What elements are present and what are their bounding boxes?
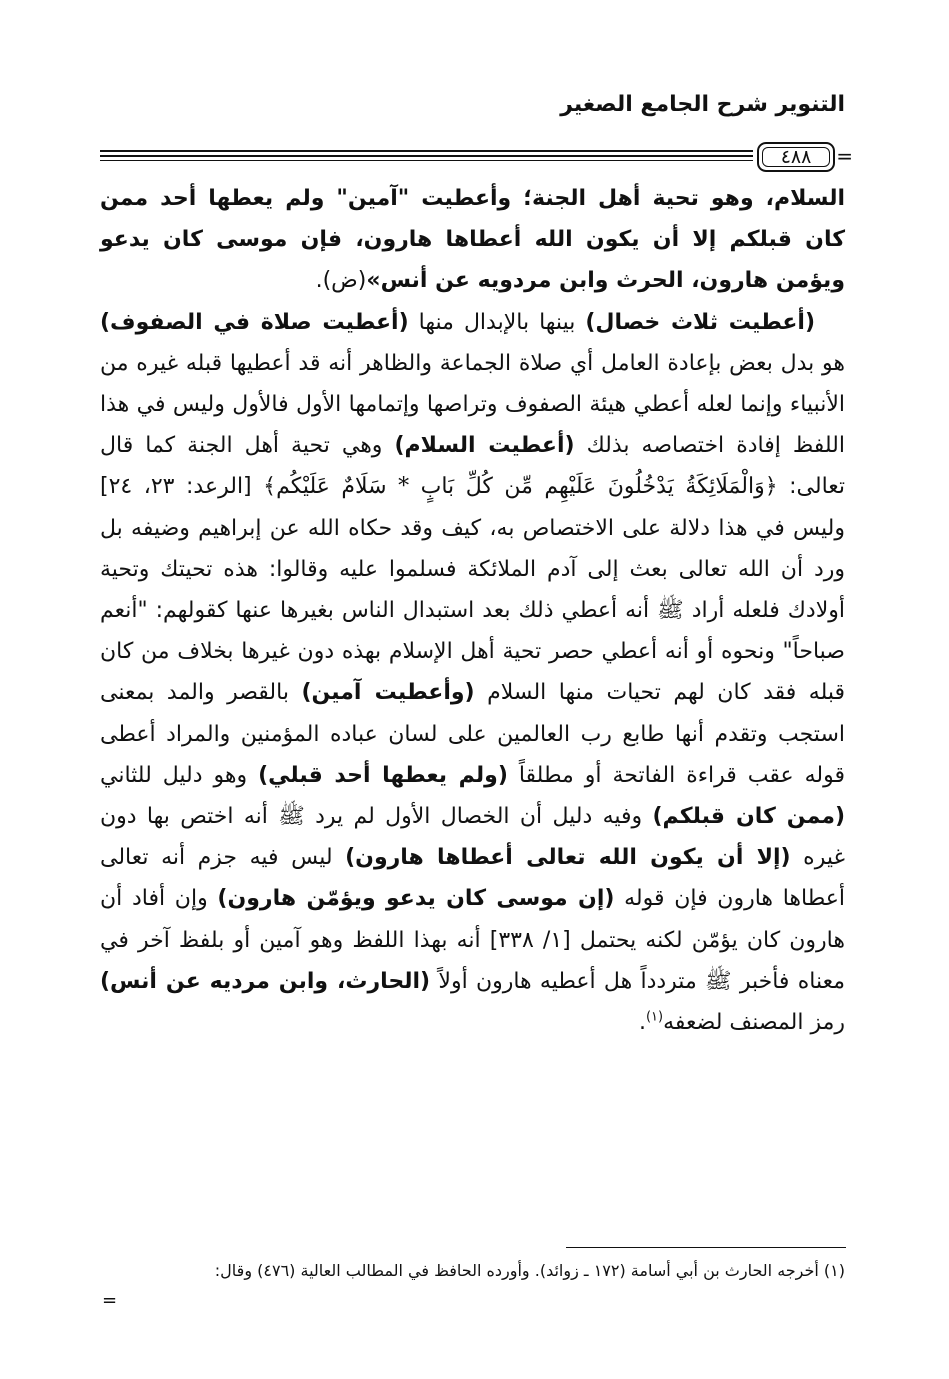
hadith-quote: (أعطيت السلام) xyxy=(394,433,575,459)
header-continuation-mark: = xyxy=(836,144,853,168)
footnote-continuation-mark: = xyxy=(102,1290,118,1311)
commentary-text: وهي تحية أهل الجنة كما قال تعالى: xyxy=(100,433,846,500)
hadith-quote: (إن موسى كان يدعو ويؤمّن هارون) xyxy=(217,886,615,912)
commentary-text: [الرعد: ٢٣، ٢٤] وليس في هذا دلالة على الاختصاص به، كيف وقد حكاه الله عن إبراهيم وضيفه بل ورد أن الله تعالى بعث إلى آدم الملائكة فسلموا عليه وقالوا: هذه تحيتك وتحية أولادك فلعله أراد ﷺ أنه أعطي ذلك بعد استبدال الناس بغيرها عنها كقولهم: "أنعم صباحاً" ونحوه أو أنه أعطي حصر تحية أهل الإسلام بهذه دون غيرها بخلاف من كان قبله فقد كان لهم تحيات منها السلام xyxy=(100,474,846,706)
source-code: (ض). xyxy=(315,268,367,294)
page-number: ٤٨٨ xyxy=(780,146,812,168)
header-rule-line xyxy=(100,150,753,152)
page-number-frame xyxy=(757,142,835,172)
hadith-quote: (أعطيت ثلاث خصال) xyxy=(585,309,816,335)
quran-verse: ﴿وَالْمَلَائِكَةُ يَدْخُلُونَ عَلَيْهِم مِّن كُلِّ بَابٍ * سَلَامٌ عَلَيْكُم﴾ xyxy=(263,474,778,500)
footnote-1: (١) أخرجه الحارث بن أبي أسامة (١٧٢ ـ زوائد). وأورده الحافظ في المطالب العالية (٤٧٦) وقال: xyxy=(214,1261,845,1280)
running-title: التنوير شرح الجامع الصغير xyxy=(560,92,845,117)
header-rule-line xyxy=(100,155,753,157)
hadith-text: السلام، وهو تحية أهل الجنة؛ وأعطيت "آمين" ولم يعطها أحد ممن كان قبلكم إلا أن يكون الله أعطاها هارون، فإن موسى كان يدعو ويؤمن هارون، الحرث وابن مردويه عن أنس» xyxy=(100,186,845,294)
commentary-paragraph xyxy=(100,302,845,1044)
main-text xyxy=(100,178,845,1043)
commentary-text: بالقصر والمد بمعنى استجب وتقدم أنها طابع رب العالمين على لسان عباده المؤمنين والمراد أعطى قوله عقب قراءة الفاتحة أو مطلقاً xyxy=(100,680,845,788)
commentary-text: هو بدل بعض بإعادة العامل أي صلاة الجماعة والظاهر أنه قد أعطيها قبله غيره من الأنبياء وإنما لعله أعطي هيئة الصفوف وتراصها وإتمامها الأول فالأول وليس في هذا اللفظ إفادة اختصاصه بذلك xyxy=(100,350,845,459)
footnote-separator xyxy=(566,1247,846,1248)
footnote-reference[interactable]: (١) xyxy=(645,1009,664,1025)
commentary-text: رمز المصنف لضعفه xyxy=(663,1010,845,1036)
commentary-text: بينها بالإبدال منها xyxy=(408,309,586,335)
commentary-text: . xyxy=(638,1010,646,1036)
hadith-quote: (ممن كان قبلكم) xyxy=(652,804,846,830)
hadith-quote: (إلا أن يكون الله تعالى أعطاها هارون) xyxy=(345,845,791,871)
paragraph-continued xyxy=(100,178,845,302)
hadith-quote: (أعطيت صلاة في الصفوف) xyxy=(100,309,409,335)
hadith-quote: (الحارث، وابن مرديه عن أنس) xyxy=(100,968,431,994)
header-rule-line xyxy=(100,160,753,161)
commentary-text: ليس فيه جزم أنه تعالى أعطاها هارون فإن قوله xyxy=(100,845,846,912)
hadith-quote: (ولم يعطها أحد قبلي) xyxy=(258,762,508,788)
commentary-text: وهو دليل للثاني xyxy=(100,762,259,788)
header-rule xyxy=(100,142,853,182)
commentary-text: وإن أفاد أن هارون كان يؤمّن لكنه يحتمل [١/ ٣٣٨] أنه بهذا اللفظ وهو آمين أو بلفظ آخر في معناه فأخبر ﷺ متردداً هل أعطيه هارون أولاً xyxy=(100,886,845,994)
commentary-text: وفيه دليل أن الخصال الأول لم يرد ﷺ أنه اختص بها دون غيره xyxy=(100,804,845,871)
hadith-quote: (وأعطيت آمين) xyxy=(301,680,475,706)
